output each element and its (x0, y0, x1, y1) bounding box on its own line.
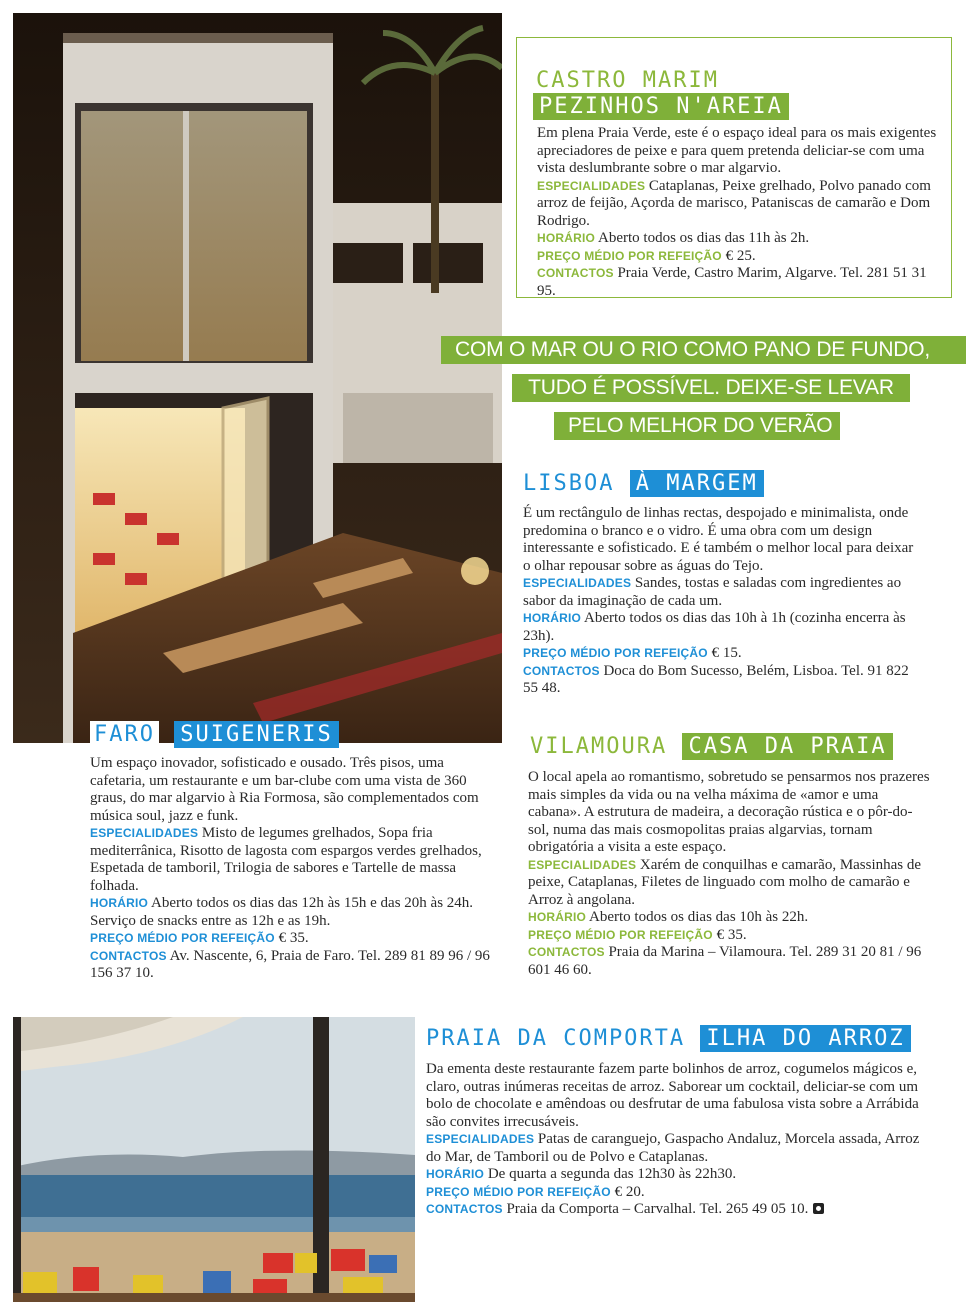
comporta-name-label: ILHA DO ARROZ (700, 1025, 910, 1052)
lisboa-heading (523, 471, 764, 497)
faro-heading (90, 722, 339, 748)
comporta-specialties (426, 1131, 926, 1166)
restaurant-night-photo (13, 13, 502, 743)
castro-price-label: PREÇO MÉDIO POR REFEIÇÃO (537, 248, 722, 263)
lisboa-price-value: € 15. (707, 645, 742, 661)
castro-price-value: € 25. (721, 247, 756, 264)
comporta-price-value: € 20. (610, 1183, 645, 1200)
faro-contacts (90, 948, 495, 983)
comporta-spec-label: ESPECIALIDADES (426, 1132, 535, 1146)
lisboa-spec-value: Sandes, tostas e saladas com ingredientes ao sabor da imaginação de cada um. (523, 575, 902, 609)
castro-hours (537, 230, 947, 248)
comporta-hours (426, 1166, 926, 1184)
castro-spec-value: Cataplanas, Peixe grelhado, Polvo panado com arroz de feijão, Açorda de marisco, Pataniscas de camarão e Dom Rodrigo. (537, 177, 931, 229)
vilamoura-heading (530, 734, 893, 760)
castro-spec-label: ESPECIALIDADES (537, 178, 646, 193)
vilamoura-article (528, 769, 933, 979)
end-mark-icon (813, 1203, 824, 1214)
comporta-hours-value: De quarta a segunda das 12h30 às 22h30. (484, 1166, 737, 1182)
castro-city-heading: CASTRO MARIM (536, 68, 719, 93)
vilamoura-price-label: PREÇO MÉDIO POR REFEIÇÃO (528, 927, 713, 942)
castro-specialties (537, 178, 947, 231)
lisboa-contact-value: Doca do Bom Sucesso, Belém, Lisboa. Tel. 91 822 55 48. (523, 662, 909, 696)
castro-hours-label: HORÁRIO (537, 231, 596, 245)
comporta-city-label: PRAIA DA COMPORTA (426, 1026, 686, 1051)
vilamoura-specialties (528, 857, 933, 910)
vilamoura-hours-label: HORÁRIO (528, 910, 587, 924)
comporta-contact-value: Praia da Comporta – Carvalhal. Tel. 265 49 05 10. (502, 1201, 809, 1217)
vilamoura-contact-label: CONTACTOS (528, 945, 605, 959)
faro-name-label: SUIGENERIS (174, 721, 338, 748)
vilamoura-hours (528, 909, 933, 927)
castro-hours-value: Aberto todos os dias das 11h às 2h. (595, 230, 810, 246)
beach-terrace-illustration (13, 1017, 415, 1302)
castro-contact-label: CONTACTOS (537, 266, 614, 280)
lisboa-spec-label: ESPECIALIDADES (523, 576, 632, 590)
vilamoura-spec-value: Xarém de conquilhas e camarão, Massinhas de peixe, Cataplanas, Filetes de linguado com molho de camarão e Arroz à angolana. (528, 856, 922, 908)
vilamoura-price-value: € 35. (712, 926, 747, 943)
faro-article (90, 755, 495, 983)
lisboa-hours-value: Aberto todos os dias das 10h à 1h (cozinha encerra às 23h). (523, 610, 906, 644)
restaurant-night-illustration (13, 13, 502, 743)
vilamoura-contact-value: Praia da Marina – Vilamoura. Tel. 289 31 20 81 / 96 601 46 60. (528, 944, 922, 978)
comporta-price-label: PREÇO MÉDIO POR REFEIÇÃO (426, 1184, 611, 1199)
comporta-contacts (426, 1201, 926, 1219)
banner-line-3: PELO MELHOR DO VERÃO (554, 412, 840, 440)
castro-price (537, 248, 947, 266)
castro-name-heading (533, 94, 789, 120)
faro-price-value: € 35. (274, 930, 309, 946)
vilamoura-city-label: VILAMOURA (530, 734, 668, 759)
lisboa-city-label: LISBOA (523, 471, 615, 496)
faro-spec-value: Misto de legumes grelhados, Sopa fria mediterrânica, Risotto de lagosta com espargos verdes grelhados, Espetada de tamboril, Trilogia de sabores e Tartelle de massa folhada. (90, 825, 482, 894)
comporta-contact-label: CONTACTOS (426, 1202, 503, 1216)
lisboa-contact-label: CONTACTOS (523, 663, 600, 678)
comporta-hours-label: HORÁRIO (426, 1167, 485, 1181)
lisboa-hours (523, 610, 923, 645)
banner-line-1: COM O MAR OU O RIO COMO PANO DE FUNDO, (441, 336, 966, 364)
vilamoura-spec-label: ESPECIALIDADES (528, 857, 637, 872)
castro-name-label: PEZINHOS N'AREIA (533, 93, 789, 120)
faro-hours (90, 895, 495, 930)
lisboa-price-label: PREÇO MÉDIO POR REFEIÇÃO (523, 646, 708, 660)
faro-city-label: FARO (90, 721, 159, 748)
vilamoura-hours-value: Aberto todos os dias das 10h às 22h. (586, 909, 809, 925)
castro-contacts (537, 265, 947, 300)
banner-line-2: TUDO É POSSÍVEL. DEIXE-SE LEVAR (512, 374, 910, 402)
castro-article (537, 125, 947, 300)
lisboa-price (523, 645, 923, 663)
beach-terrace-photo (13, 1017, 415, 1302)
lisboa-specialties (523, 575, 923, 610)
faro-price (90, 930, 495, 948)
vilamoura-contacts (528, 944, 933, 979)
lisboa-contacts (523, 663, 923, 698)
lisboa-article (523, 505, 923, 698)
comporta-intro: Da ementa deste restaurante fazem parte bolinhos de arroz, cogumelos mágicos e, claro, outras inúmeras receitas de arroz. Saborear um cocktail, deliciar-se com um bolo de chocolate e amêndoas ou desfrutar de uma fabulosa vista sobre a Arrábida são convites irrecusáveis. (426, 1061, 919, 1130)
lisboa-intro: É um rectângulo de linhas rectas, despojado e minimalista, onde predomina o branco e o vidro. É uma obra com um design interessante e sofisticado. E é também o melhor local para deixar o olhar repousar sobre as águas do Tejo. (523, 505, 914, 574)
faro-price-label: PREÇO MÉDIO POR REFEIÇÃO (90, 931, 275, 945)
lisboa-hours-label: HORÁRIO (523, 611, 582, 625)
comporta-price (426, 1184, 926, 1202)
faro-contact-value: Av. Nascente, 6, Praia de Faro. Tel. 289 81 89 96 / 96 156 37 10. (90, 947, 490, 981)
comporta-article (426, 1061, 926, 1219)
vilamoura-name-label: CASA DA PRAIA (682, 733, 892, 760)
faro-spec-label: ESPECIALIDADES (90, 826, 199, 840)
faro-intro: Um espaço inovador, sofisticado e ousado. Três pisos, uma cafetaria, um restaurante e um bar-clube com uma vista de 360 graus, do mar algarvio à Ria Formosa, são complementados com música soul, jazz e funk. (90, 755, 479, 824)
castro-intro: Em plena Praia Verde, este é o espaço ideal para os mais exigentes apreciadores de peixe e para quem pretenda deliciar-se com uma vista deslumbrante sobre o mar algarvio. (537, 125, 937, 176)
comporta-spec-value: Patas de caranguejo, Gaspacho Andaluz, Morcela assada, Arroz do Mar, de Tamboril ou de Polvo e Cataplanas. (426, 1131, 920, 1165)
faro-contact-label: CONTACTOS (90, 948, 167, 963)
faro-hours-label: HORÁRIO (90, 896, 149, 910)
lisboa-name-label: À MARGEM (630, 470, 764, 497)
castro-contact-value: Praia Verde, Castro Marim, Algarve. Tel. 281 51 31 95. (537, 265, 927, 299)
vilamoura-price (528, 927, 933, 945)
comporta-heading (426, 1026, 911, 1052)
faro-hours-value: Aberto todos os dias das 12h às 15h e das 20h às 24h. Serviço de snacks entre as 12h e as 19h. (90, 895, 474, 929)
faro-specialties (90, 825, 495, 895)
vilamoura-intro: O local apela ao romantismo, sobretudo se pensarmos nos prazeres mais simples da vida ou na velha máxima de «amor e uma cabana». A estrutura de madeira, a decoração rústica e o pôr-do-sol, numa das mais cosmopolitas praias algarvias, tornam obrigatória a visita a este espaço. (528, 769, 930, 855)
